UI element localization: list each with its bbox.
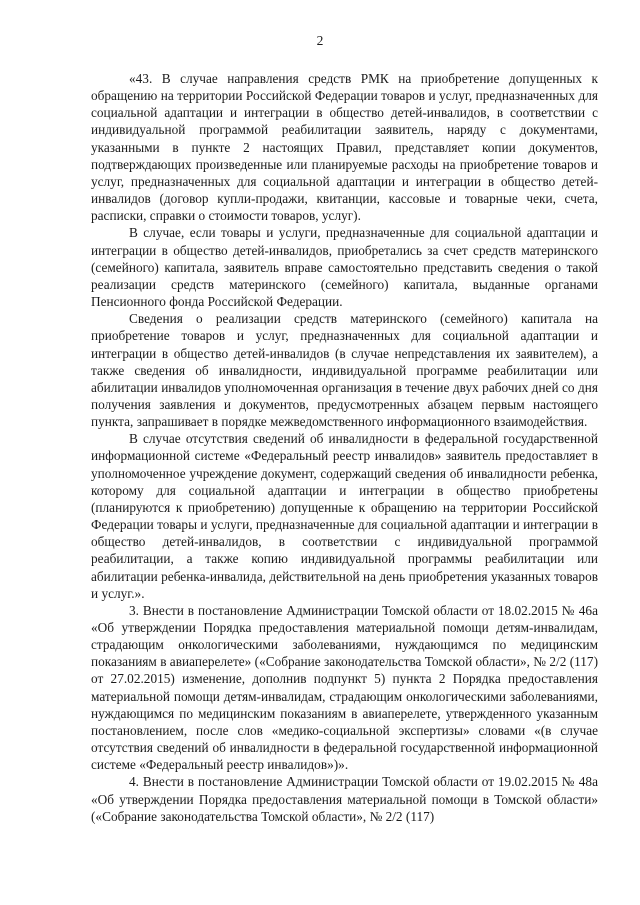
page-number: 2 xyxy=(316,33,324,48)
paragraph-interagency-request: Сведения о реализации средств материнского (семейного) капитала на приобретение товаров и услуг, предназначенных для социальной адаптации и интеграции в общество детей-инвалидов (в случае непредставления их заявителем), а также сведения об инвалидности, индивидуальной программе реабилитации или абилитации инвалидов уполномоченная организация в течение двух рабочих дней со дня получения заявления и документов, предусмотренных абзацем первым настоящего пункта, запрашивает в порядке межведомственного информационного взаимодействия. xyxy=(91,311,598,430)
paragraph-disability-registry: В случае отсутствия сведений об инвалидности в федеральной государственной информационной системе «Федеральный реестр инвалидов» заявитель предоставляет в уполномоченное учреждение документ, содержащий сведения об инвалидности ребенка, которому для социальной адаптации и интеграции в общество приобретены (планируются к приобретению) допущенные к обращению на территории Российской Федерации товары и услуги, предназначенные для социальной адаптации и интеграции в общество детей-инвалидов, в соответствии с индивидуальной программой реабилитации, а также копию индивидуальной программы реабилитации или абилитации ребенка-инвалида, действительной на день приобретения указанных товаров и услуг.». xyxy=(91,431,598,601)
paragraph-item-43: «43. В случае направления средств РМК на приобретение допущенных к обращению на территории Российской Федерации товаров и услуг, предназначенных для социальной адаптации и интеграции в общество детей-инвалидов, в соответствии с индивидуальной программой реабилитации заявитель, наряду с документами, указанными в пункте 2 настоящих Правил, представляет копии документов, подтверждающих произведенные или планируемые расходы на приобретение товаров и услуг, предназначенных для социальной адаптации и интеграции в общество детей-инвалидов (договор купли-продажи, квитанции, кассовые и товарные чеки, счета, расписки, справки о стоимости товаров, услуг). xyxy=(91,71,598,224)
paragraph-amendment-3: 3. Внести в постановление Администрации Томской области от 18.02.2015 № 46а «Об утверждении Порядка предоставления материальной помощи детям-инвалидам, страдающим онкологическими заболеваниями, нуждающимся по медицинским показаниям в авиаперелете» («Собрание законодательства Томской области», № 2/2 (117) от 27.02.2015) изменение, дополнив подпункт 5) пункта 2 Порядка предоставления материальной помощи детям-инвалидам, страдающим онкологическими заболеваниями, нуждающимся по медицинским показаниям в авиаперелете, утвержденного указанным постановлением, после слов «медико-социальной экспертизы» словами «(в случае отсутствия сведений об инвалидности в федеральной государственной информационной системе «Федеральный реестр инвалидов»)». xyxy=(91,602,598,773)
document-body xyxy=(91,70,598,825)
paragraph-maternity-capital: В случае, если товары и услуги, предназначенные для социальной адаптации и интеграции в общество детей-инвалидов, приобретались за счет средств материнского (семейного) капитала, заявитель вправе самостоятельно представить сведения о такой реализации средств материнского (семейного) капитала, выданные органами Пенсионного фонда Российской Федерации. xyxy=(91,225,598,310)
paragraph-amendment-4: 4. Внести в постановление Администрации Томской области от 19.02.2015 № 48а «Об утверждении Порядка предоставления материальной помощи в Томской области» («Собрание законодательства Томской области», № 2/2 (117) xyxy=(91,774,598,824)
